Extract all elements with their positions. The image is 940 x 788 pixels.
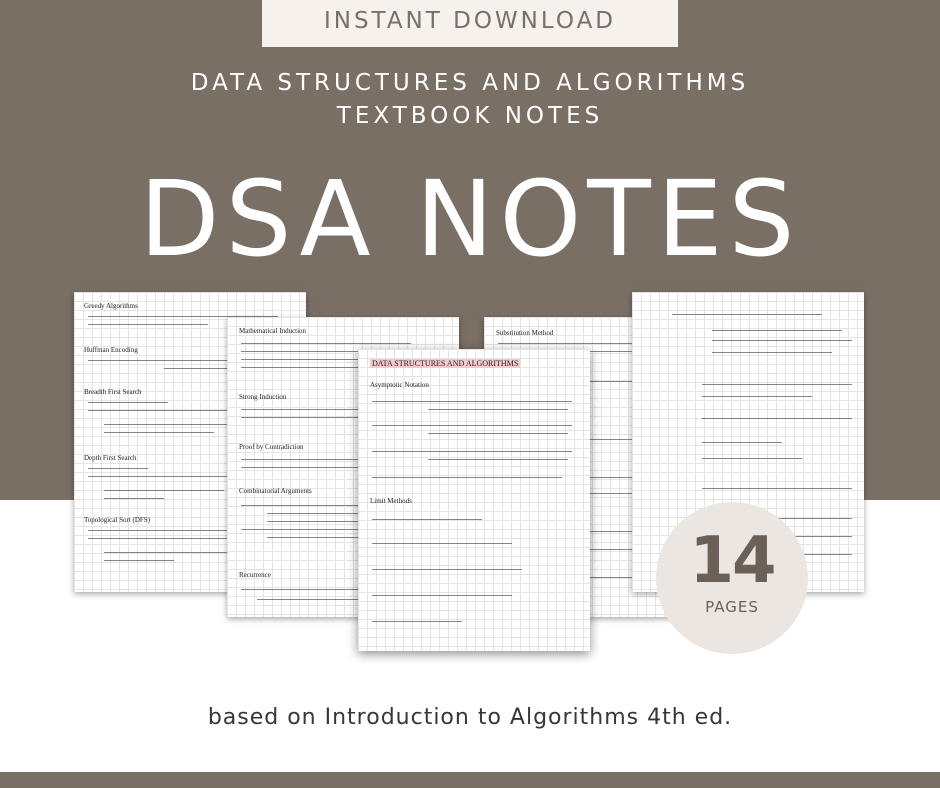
preview-heading: Huffman Encoding: [84, 346, 138, 354]
bottom-band: [0, 772, 940, 788]
preview-heading: Breadth First Search: [84, 388, 142, 396]
subtitle-line-1: DATA STRUCTURES AND ALGORITHMS: [190, 70, 750, 96]
preview-heading: Asymptotic Notation: [370, 381, 429, 389]
preview-heading: Proof by Contradiction: [239, 443, 304, 451]
instant-download-tag: INSTANT DOWNLOAD: [262, 0, 678, 47]
preview-heading: Depth First Search: [84, 454, 137, 462]
footer-caption: based on Introduction to Algorithms 4th ed.: [207, 705, 733, 730]
subtitle-line-2: TEXTBOOK NOTES: [336, 103, 604, 129]
pages-label: PAGES: [705, 598, 759, 616]
preview-heading: Mathematical Induction: [239, 327, 307, 335]
preview-heading: Combinatorial Arguments: [239, 487, 312, 495]
main-title: DSA NOTES: [139, 158, 801, 280]
preview-heading: Substitution Method: [496, 329, 554, 337]
preview-heading: Topological Sort (DFS): [84, 516, 151, 524]
notes-page-preview-5: [358, 349, 590, 651]
preview-heading: Recurrence: [239, 571, 271, 579]
preview-heading: Limit Methods: [370, 497, 412, 505]
preview-heading: DATA STRUCTURES AND ALGORITHMS: [372, 359, 519, 368]
pages-badge: [656, 502, 808, 654]
preview-heading: Strong Induction: [239, 393, 287, 401]
preview-heading: Greedy Algorithms: [84, 302, 138, 310]
pages-count: 14: [689, 524, 775, 598]
